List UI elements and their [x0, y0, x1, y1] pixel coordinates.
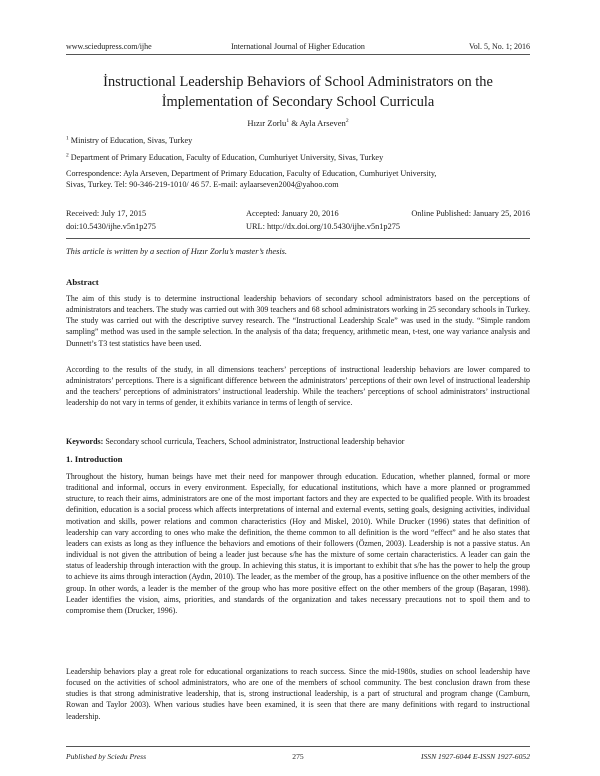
keywords-label: Keywords: [66, 437, 104, 446]
publication-dates [66, 207, 530, 233]
published-date: Online Published: January 25, 2016 [411, 209, 530, 218]
header-rule [66, 54, 530, 55]
dates-rule [66, 238, 530, 239]
abstract-heading: Abstract [66, 277, 99, 287]
author-separator: & [289, 118, 300, 128]
author-list [66, 118, 530, 128]
author-1-sup: 1 [286, 118, 290, 125]
thesis-note: This article is written by a section of Hızır Zorlu’s master’s thesis. [66, 247, 288, 256]
footer-rule [66, 746, 530, 747]
affiliation-1-text: Ministry of Education, Sivas, Turkey [70, 136, 193, 145]
author-2: Ayla Arseven [299, 118, 346, 128]
keywords-text: Secondary school curricula, Teachers, School administrator, Instructional leadership behavior [105, 437, 405, 446]
title-line-2: İmplementation of Secondary School Curricula [161, 94, 435, 110]
doi-url[interactable]: URL: http://dx.doi.org/10.5430/ijhe.v5n1p275 [246, 222, 401, 231]
correspondence-line-2: Sivas, Turkey. Tel: 90-346-219-1010/ 46 57. E-mail: aylaarseven2004@yahoo.com [66, 180, 339, 189]
received-date: Received: July 17, 2015 [66, 209, 147, 218]
affiliation-1-sup: 1 [66, 135, 69, 142]
introduction-paragraph-1: Throughout the history, human beings have met their need for manpower through education. Education, whether planned, formal or more traditional and informal, occurs in every environment. Especially, for educational institutions, which have a more planned or programmed structure, to reach their aims, administrators are one of the most important factors and they are expected to be qualified people. With its broadest definition, education is a social process which affects interpretations of internal and external events, setting goals, designing activities, individual motivation and skills, power relations and common characteristics (Hoy and Miskel, 2010). While Drucker (1996) states that definition of leadership can vary according to ones who make the definition, the theme common to all definition is the word “effect” and he also states that leaders can exists as long as they influence the behaviors and emotions of their followers (Özmen, 2003). Leadership is not a passive status. An individual is not given the attribution of being a leader just because s/he has the mixture of some certain characteristics. A leader can gain the status of leadership through interaction with the group. In achieving this status, it is important to exhibit that s/he has the power to help the group to achieve its aims through interaction (Aydın, 2010). The leader, as the member of the group, has a positive influence on the other members of the group. In other words, a leader is the member of the group who has more positive effect on the other members of the group (Başaran, 1998). Leader identifies the vision, aims, priorities, and standards of the organization and takes necessary precautions not to spoil them and to compromise them (Drucker, 1996). [66, 472, 530, 615]
affiliation-2-text: Department of Primary Education, Faculty of Education, Cumhuriyet University, Sivas, Turkey [70, 153, 384, 162]
introduction-paragraph-2: Leadership behaviors play a great role for educational organizations to reach success. Since the mid-1980s, studies on school leadership have focused on the activities of school administrators, who are one of the members of school community. The best conclusion drawn from these studies is that strong administrative leadership, that is, strong instructional leadership, is a part of structural and program change (Camburn, Rowan and Taylor 2003). When various studies have been examined, it is seen that there are many definitions with regard to instructional leadership. [66, 667, 530, 721]
paper-title [66, 72, 530, 112]
author-1: Hızır Zorlu [247, 118, 287, 128]
journal-url[interactable]: www.sciedupress.com/ijhe [66, 42, 152, 51]
journal-name: International Journal of Higher Education [231, 42, 365, 51]
abstract-paragraph-2: According to the results of the study, in all dimensions teachers’ perceptions of instructional leadership behaviors are lower compared to administrators’ perceptions. There is a significant difference between the administrators’ perceptions of their own level of instructional leadership and the teachers’ perceptions of administrators’ instructional leadership. While the teachers’ perceptions of school administrators’ instructional leadership do not vary in terms of gender, it exhibits variance in terms of length of service. [66, 365, 530, 408]
affiliation-2-sup: 2 [66, 152, 69, 159]
issn: ISSN 1927-6044 E-ISSN 1927-6052 [420, 752, 530, 761]
accepted-date: Accepted: January 20, 2016 [246, 209, 339, 218]
keywords [66, 437, 530, 446]
title-line-1: İnstructional Leadership Behaviors of School Administrators on the [103, 74, 493, 90]
introduction-heading: 1. Introduction [66, 454, 123, 464]
correspondence [66, 168, 530, 190]
page-number: 275 [292, 752, 304, 761]
author-2-sup: 2 [345, 118, 349, 125]
volume-info: Vol. 5, No. 1; 2016 [469, 42, 530, 51]
publisher: Published by Sciedu Press [66, 752, 147, 761]
doi: doi:10.5430/ijhe.v5n1p275 [66, 222, 156, 231]
correspondence-line-1: Correspondence: Ayla Arseven, Department of Primary Education, Faculty of Education, Cumhuriyet University, [66, 169, 437, 178]
affiliation-2 [66, 152, 530, 163]
abstract-paragraph-1: The aim of this study is to determine instructional leadership behaviors of secondary school administrators based on the perceptions of administrators and teachers. The study was carried out with 309 teachers and 68 school administrators working in 25 secondary schools in Turkey. The study was carried out with the descriptive survey research. The “Instructional Leadership Scale” was used in the study. “Simple random sampling” method was used in the sample selection. In the analysis of tha data; frequency, arithmetic mean, t-test, one way variance analysis and Dunnett’s T3 test statistics have been used. [66, 294, 530, 348]
affiliation-1 [66, 135, 530, 146]
